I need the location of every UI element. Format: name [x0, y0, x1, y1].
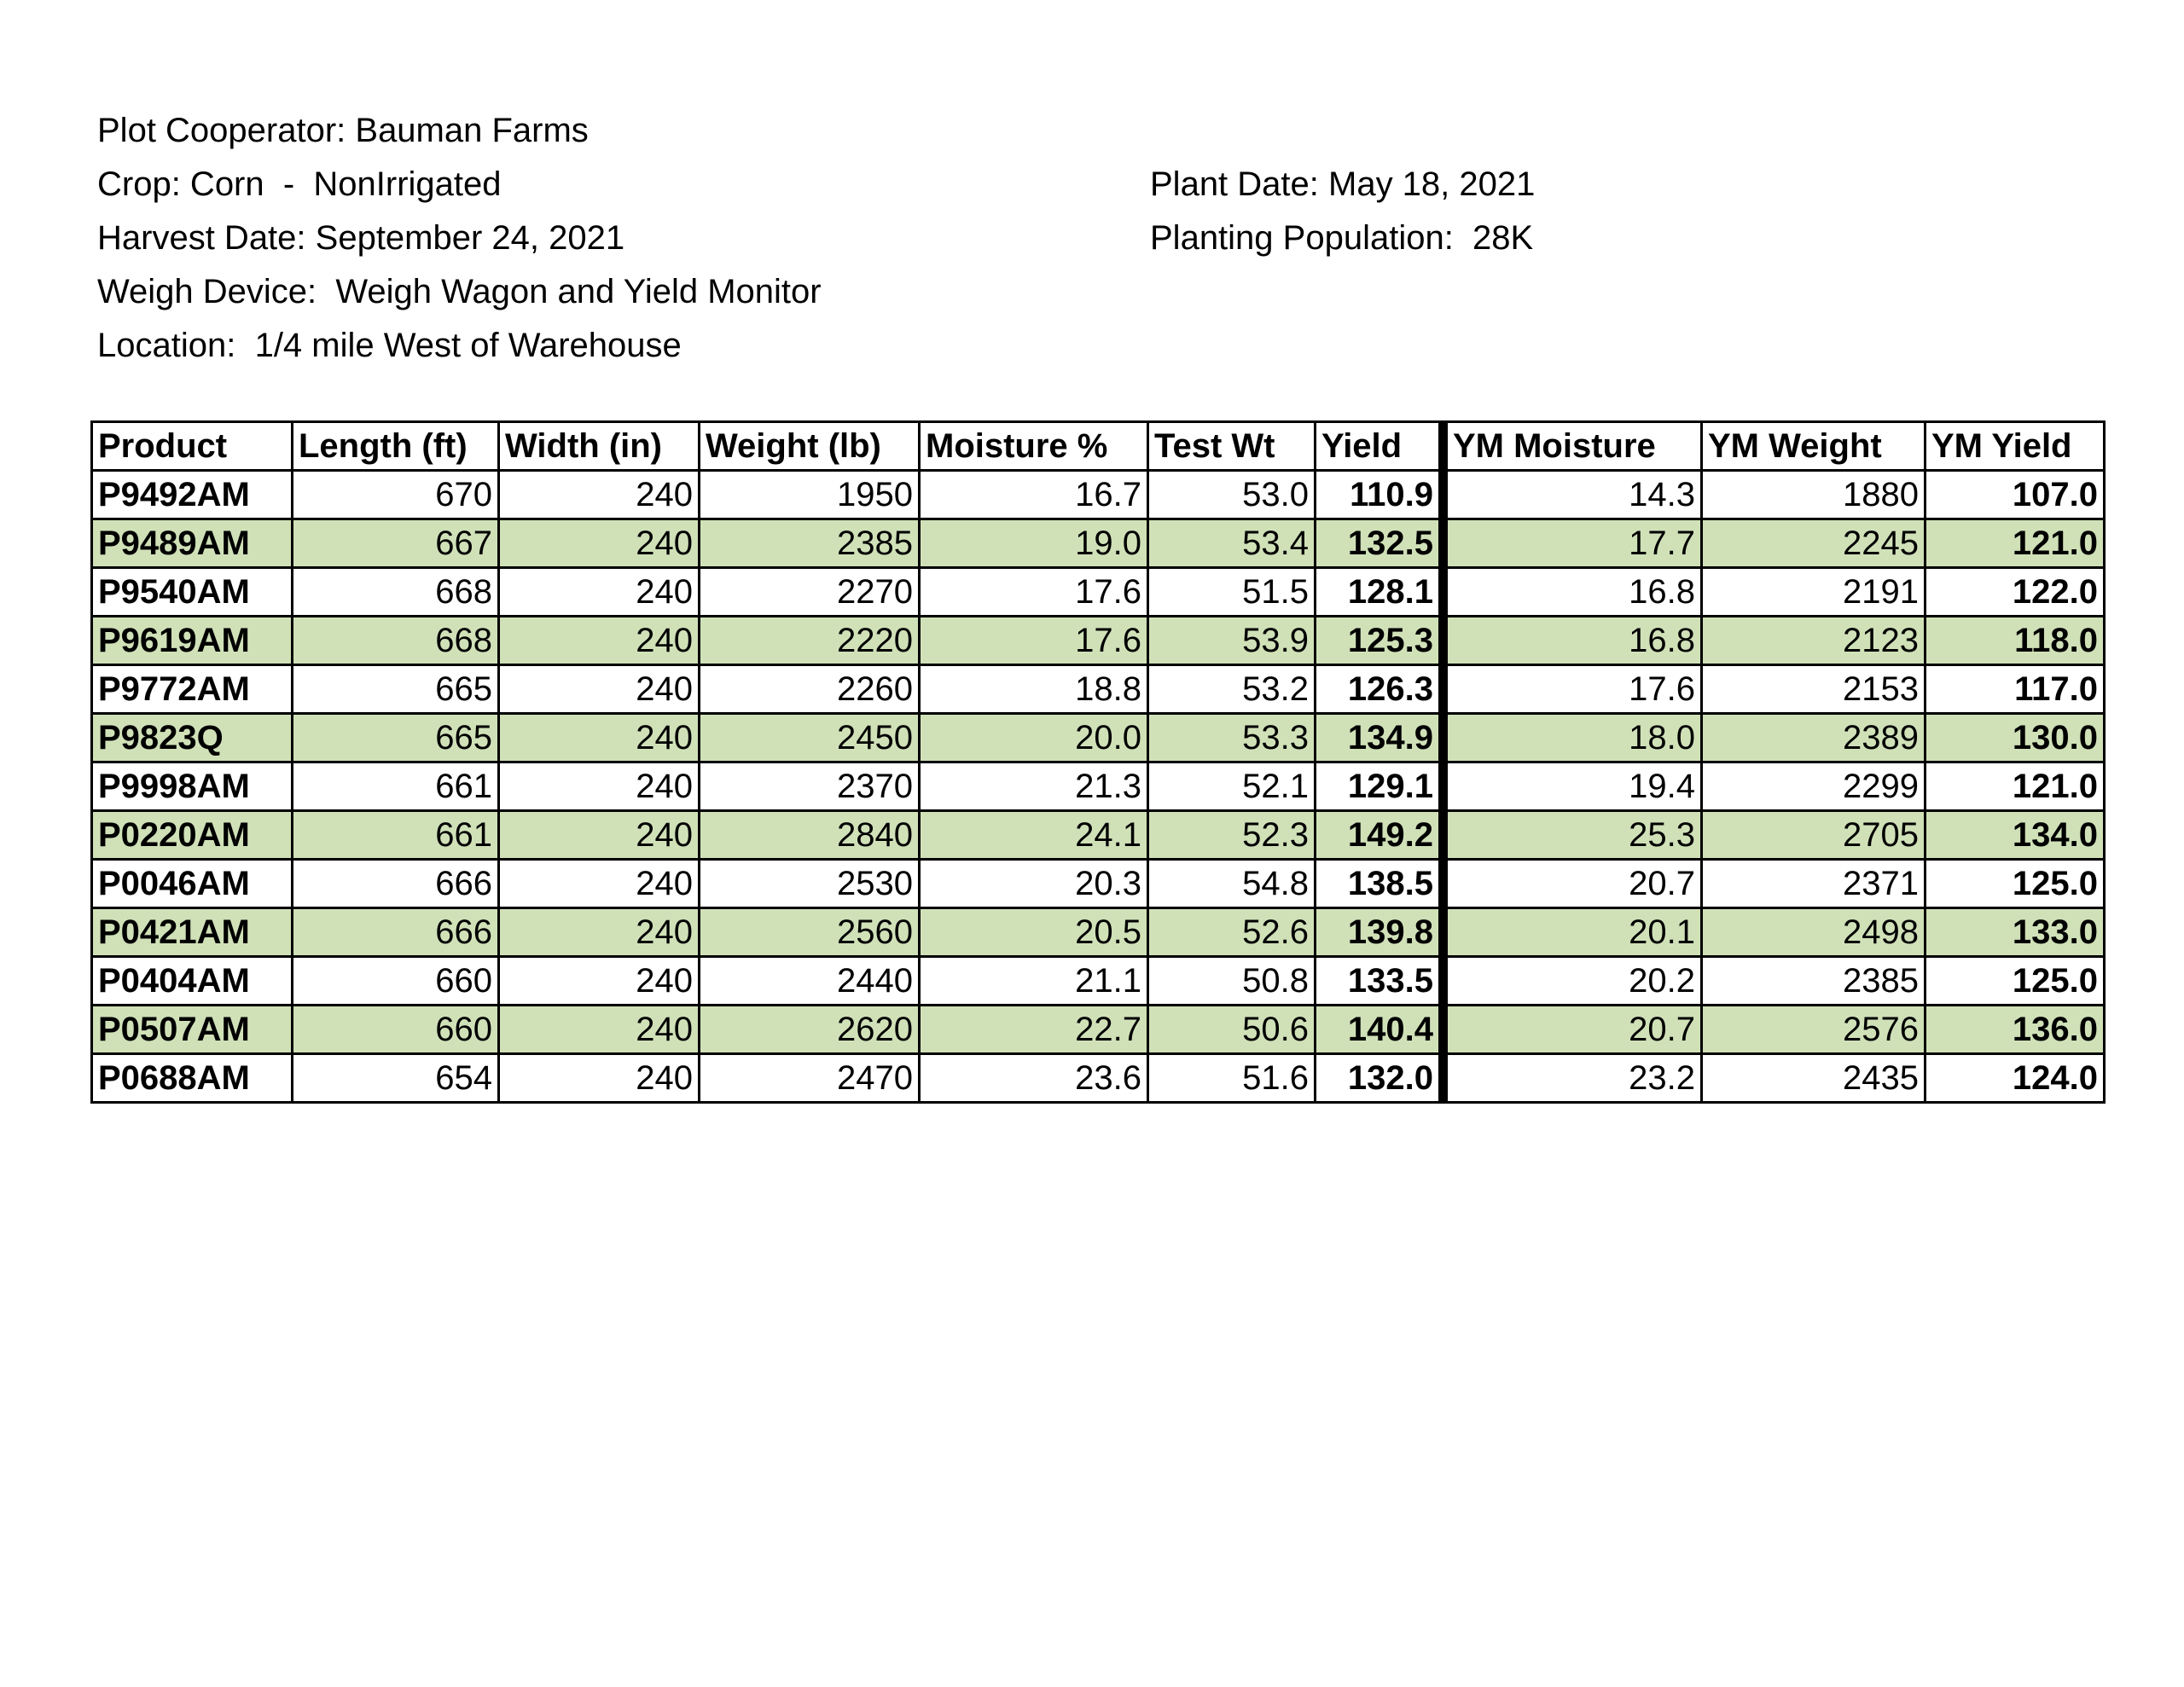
cell-test-wt: 52.3	[1148, 811, 1316, 860]
cell-ym-moisture: 20.7	[1443, 1006, 1702, 1054]
cell-weight: 2220	[700, 617, 920, 665]
cell-test-wt: 52.6	[1148, 908, 1316, 957]
table-row	[92, 762, 2105, 811]
cell-ym-yield: 107.0	[1926, 471, 2105, 519]
cell-ym-weight: 2576	[1702, 1006, 1926, 1054]
cell-ym-weight: 2371	[1702, 860, 1926, 908]
cell-width: 240	[499, 714, 700, 762]
table-row	[92, 617, 2105, 665]
cell-ym-yield: 118.0	[1926, 617, 2105, 665]
cell-test-wt: 54.8	[1148, 860, 1316, 908]
cell-ym-yield: 125.0	[1926, 957, 2105, 1006]
col-header-yield: Yield	[1316, 422, 1443, 471]
cell-yield: 125.3	[1316, 617, 1443, 665]
cell-weight: 2560	[700, 908, 920, 957]
cell-product: P9540AM	[92, 568, 293, 617]
cell-length: 666	[293, 860, 499, 908]
cell-moisture: 18.8	[920, 665, 1148, 714]
col-header-ym-moisture: YM Moisture	[1443, 422, 1702, 471]
cell-ym-weight: 1880	[1702, 471, 1926, 519]
cell-yield: 110.9	[1316, 471, 1443, 519]
cell-test-wt: 53.3	[1148, 714, 1316, 762]
cell-product: P9998AM	[92, 762, 293, 811]
cell-test-wt: 50.8	[1148, 957, 1316, 1006]
cell-yield: 132.5	[1316, 519, 1443, 568]
cell-test-wt: 53.0	[1148, 471, 1316, 519]
table-body	[92, 471, 2105, 1103]
cell-moisture: 16.7	[920, 471, 1148, 519]
col-header-width: Width (in)	[499, 422, 700, 471]
table-row	[92, 1054, 2105, 1103]
cell-width: 240	[499, 1054, 700, 1103]
cell-test-wt: 52.1	[1148, 762, 1316, 811]
cell-moisture: 17.6	[920, 568, 1148, 617]
cell-test-wt: 51.5	[1148, 568, 1316, 617]
cell-test-wt: 50.6	[1148, 1006, 1316, 1054]
cell-ym-weight: 2498	[1702, 908, 1926, 957]
cell-width: 240	[499, 957, 700, 1006]
cell-product: P0046AM	[92, 860, 293, 908]
cell-weight: 2385	[700, 519, 920, 568]
location: Location: 1/4 mile West of Warehouse	[97, 327, 682, 364]
cell-ym-moisture: 17.6	[1443, 665, 1702, 714]
cell-ym-moisture: 16.8	[1443, 617, 1702, 665]
cell-length: 670	[293, 471, 499, 519]
cell-ym-moisture: 14.3	[1443, 471, 1702, 519]
cell-width: 240	[499, 1006, 700, 1054]
cell-yield: 134.9	[1316, 714, 1443, 762]
cell-ym-yield: 122.0	[1926, 568, 2105, 617]
cell-yield: 132.0	[1316, 1054, 1443, 1103]
cell-moisture: 17.6	[920, 617, 1148, 665]
cell-length: 661	[293, 811, 499, 860]
cell-yield: 126.3	[1316, 665, 1443, 714]
cell-ym-moisture: 16.8	[1443, 568, 1702, 617]
table-row	[92, 568, 2105, 617]
cell-moisture: 23.6	[920, 1054, 1148, 1103]
table-row	[92, 471, 2105, 519]
cell-weight: 2270	[700, 568, 920, 617]
cell-length: 665	[293, 714, 499, 762]
cell-width: 240	[499, 762, 700, 811]
cell-ym-weight: 2153	[1702, 665, 1926, 714]
cell-length: 661	[293, 762, 499, 811]
cell-product: P9772AM	[92, 665, 293, 714]
cell-length: 665	[293, 665, 499, 714]
cell-ym-yield: 133.0	[1926, 908, 2105, 957]
cell-yield: 129.1	[1316, 762, 1443, 811]
cell-ym-yield: 136.0	[1926, 1006, 2105, 1054]
cell-product: P0404AM	[92, 957, 293, 1006]
cell-moisture: 24.1	[920, 811, 1148, 860]
cell-ym-moisture: 25.3	[1443, 811, 1702, 860]
cell-test-wt: 53.9	[1148, 617, 1316, 665]
cell-ym-weight: 2123	[1702, 617, 1926, 665]
cell-product: P9489AM	[92, 519, 293, 568]
cell-ym-weight: 2299	[1702, 762, 1926, 811]
table-row	[92, 519, 2105, 568]
cell-weight: 2260	[700, 665, 920, 714]
table-row	[92, 1006, 2105, 1054]
col-header-weight: Weight (lb)	[700, 422, 920, 471]
cell-length: 660	[293, 957, 499, 1006]
cell-ym-weight: 2705	[1702, 811, 1926, 860]
cell-test-wt: 51.6	[1148, 1054, 1316, 1103]
cell-moisture: 22.7	[920, 1006, 1148, 1054]
cell-weight: 2620	[700, 1006, 920, 1054]
cell-ym-moisture: 20.2	[1443, 957, 1702, 1006]
cell-ym-yield: 121.0	[1926, 762, 2105, 811]
table-row	[92, 860, 2105, 908]
cell-product: P9492AM	[92, 471, 293, 519]
cell-moisture: 19.0	[920, 519, 1148, 568]
cell-ym-yield: 134.0	[1926, 811, 2105, 860]
cell-product: P9619AM	[92, 617, 293, 665]
cell-weight: 2370	[700, 762, 920, 811]
cell-test-wt: 53.4	[1148, 519, 1316, 568]
cell-width: 240	[499, 617, 700, 665]
col-header-product: Product	[92, 422, 293, 471]
cell-length: 654	[293, 1054, 499, 1103]
cell-ym-yield: 130.0	[1926, 714, 2105, 762]
cell-ym-moisture: 17.7	[1443, 519, 1702, 568]
cell-weight: 2530	[700, 860, 920, 908]
cell-width: 240	[499, 908, 700, 957]
cell-moisture: 21.1	[920, 957, 1148, 1006]
cell-weight: 2440	[700, 957, 920, 1006]
cell-ym-moisture: 20.7	[1443, 860, 1702, 908]
cell-product: P0507AM	[92, 1006, 293, 1054]
cell-weight: 2470	[700, 1054, 920, 1103]
cell-width: 240	[499, 811, 700, 860]
cell-moisture: 20.3	[920, 860, 1148, 908]
col-header-moisture: Moisture %	[920, 422, 1148, 471]
cell-product: P9823Q	[92, 714, 293, 762]
cell-length: 666	[293, 908, 499, 957]
weigh-device: Weigh Device: Weigh Wagon and Yield Monitor	[97, 273, 822, 310]
table-row	[92, 665, 2105, 714]
cell-width: 240	[499, 860, 700, 908]
cell-product: P0220AM	[92, 811, 293, 860]
cell-width: 240	[499, 519, 700, 568]
table-row	[92, 714, 2105, 762]
cell-ym-yield: 125.0	[1926, 860, 2105, 908]
cell-length: 667	[293, 519, 499, 568]
table-header-row	[92, 422, 2105, 471]
cell-ym-moisture: 18.0	[1443, 714, 1702, 762]
cell-width: 240	[499, 568, 700, 617]
cell-yield: 128.1	[1316, 568, 1443, 617]
cell-product: P0688AM	[92, 1054, 293, 1103]
table-row	[92, 908, 2105, 957]
yield-table	[90, 420, 2106, 1104]
cell-ym-weight: 2389	[1702, 714, 1926, 762]
plant-date: Plant Date: May 18, 2021	[1150, 165, 1536, 203]
cell-moisture: 20.5	[920, 908, 1148, 957]
cell-yield: 140.4	[1316, 1006, 1443, 1054]
cell-yield: 139.8	[1316, 908, 1443, 957]
cell-ym-weight: 2385	[1702, 957, 1926, 1006]
cell-moisture: 20.0	[920, 714, 1148, 762]
cell-moisture: 21.3	[920, 762, 1148, 811]
cell-length: 668	[293, 568, 499, 617]
crop-info: Crop: Corn - NonIrrigated	[97, 165, 502, 203]
cell-yield: 149.2	[1316, 811, 1443, 860]
col-header-length: Length (ft)	[293, 422, 499, 471]
harvest-date: Harvest Date: September 24, 2021	[97, 219, 625, 257]
cell-length: 668	[293, 617, 499, 665]
cell-ym-moisture: 19.4	[1443, 762, 1702, 811]
plot-cooperator: Plot Cooperator: Bauman Farms	[97, 112, 589, 149]
cell-length: 660	[293, 1006, 499, 1054]
cell-weight: 1950	[700, 471, 920, 519]
col-header-test-wt: Test Wt	[1148, 422, 1316, 471]
cell-product: P0421AM	[92, 908, 293, 957]
cell-test-wt: 53.2	[1148, 665, 1316, 714]
planting-population: Planting Population: 28K	[1150, 219, 1534, 257]
cell-ym-yield: 121.0	[1926, 519, 2105, 568]
col-header-ym-weight: YM Weight	[1702, 422, 1926, 471]
cell-ym-yield: 124.0	[1926, 1054, 2105, 1103]
cell-width: 240	[499, 665, 700, 714]
cell-ym-moisture: 23.2	[1443, 1054, 1702, 1103]
cell-ym-weight: 2245	[1702, 519, 1926, 568]
table-row	[92, 957, 2105, 1006]
cell-weight: 2450	[700, 714, 920, 762]
table-row	[92, 811, 2105, 860]
cell-ym-moisture: 20.1	[1443, 908, 1702, 957]
cell-weight: 2840	[700, 811, 920, 860]
cell-width: 240	[499, 471, 700, 519]
cell-ym-weight: 2191	[1702, 568, 1926, 617]
cell-ym-yield: 117.0	[1926, 665, 2105, 714]
cell-yield: 138.5	[1316, 860, 1443, 908]
cell-ym-weight: 2435	[1702, 1054, 1926, 1103]
cell-yield: 133.5	[1316, 957, 1443, 1006]
col-header-ym-yield: YM Yield	[1926, 422, 2105, 471]
